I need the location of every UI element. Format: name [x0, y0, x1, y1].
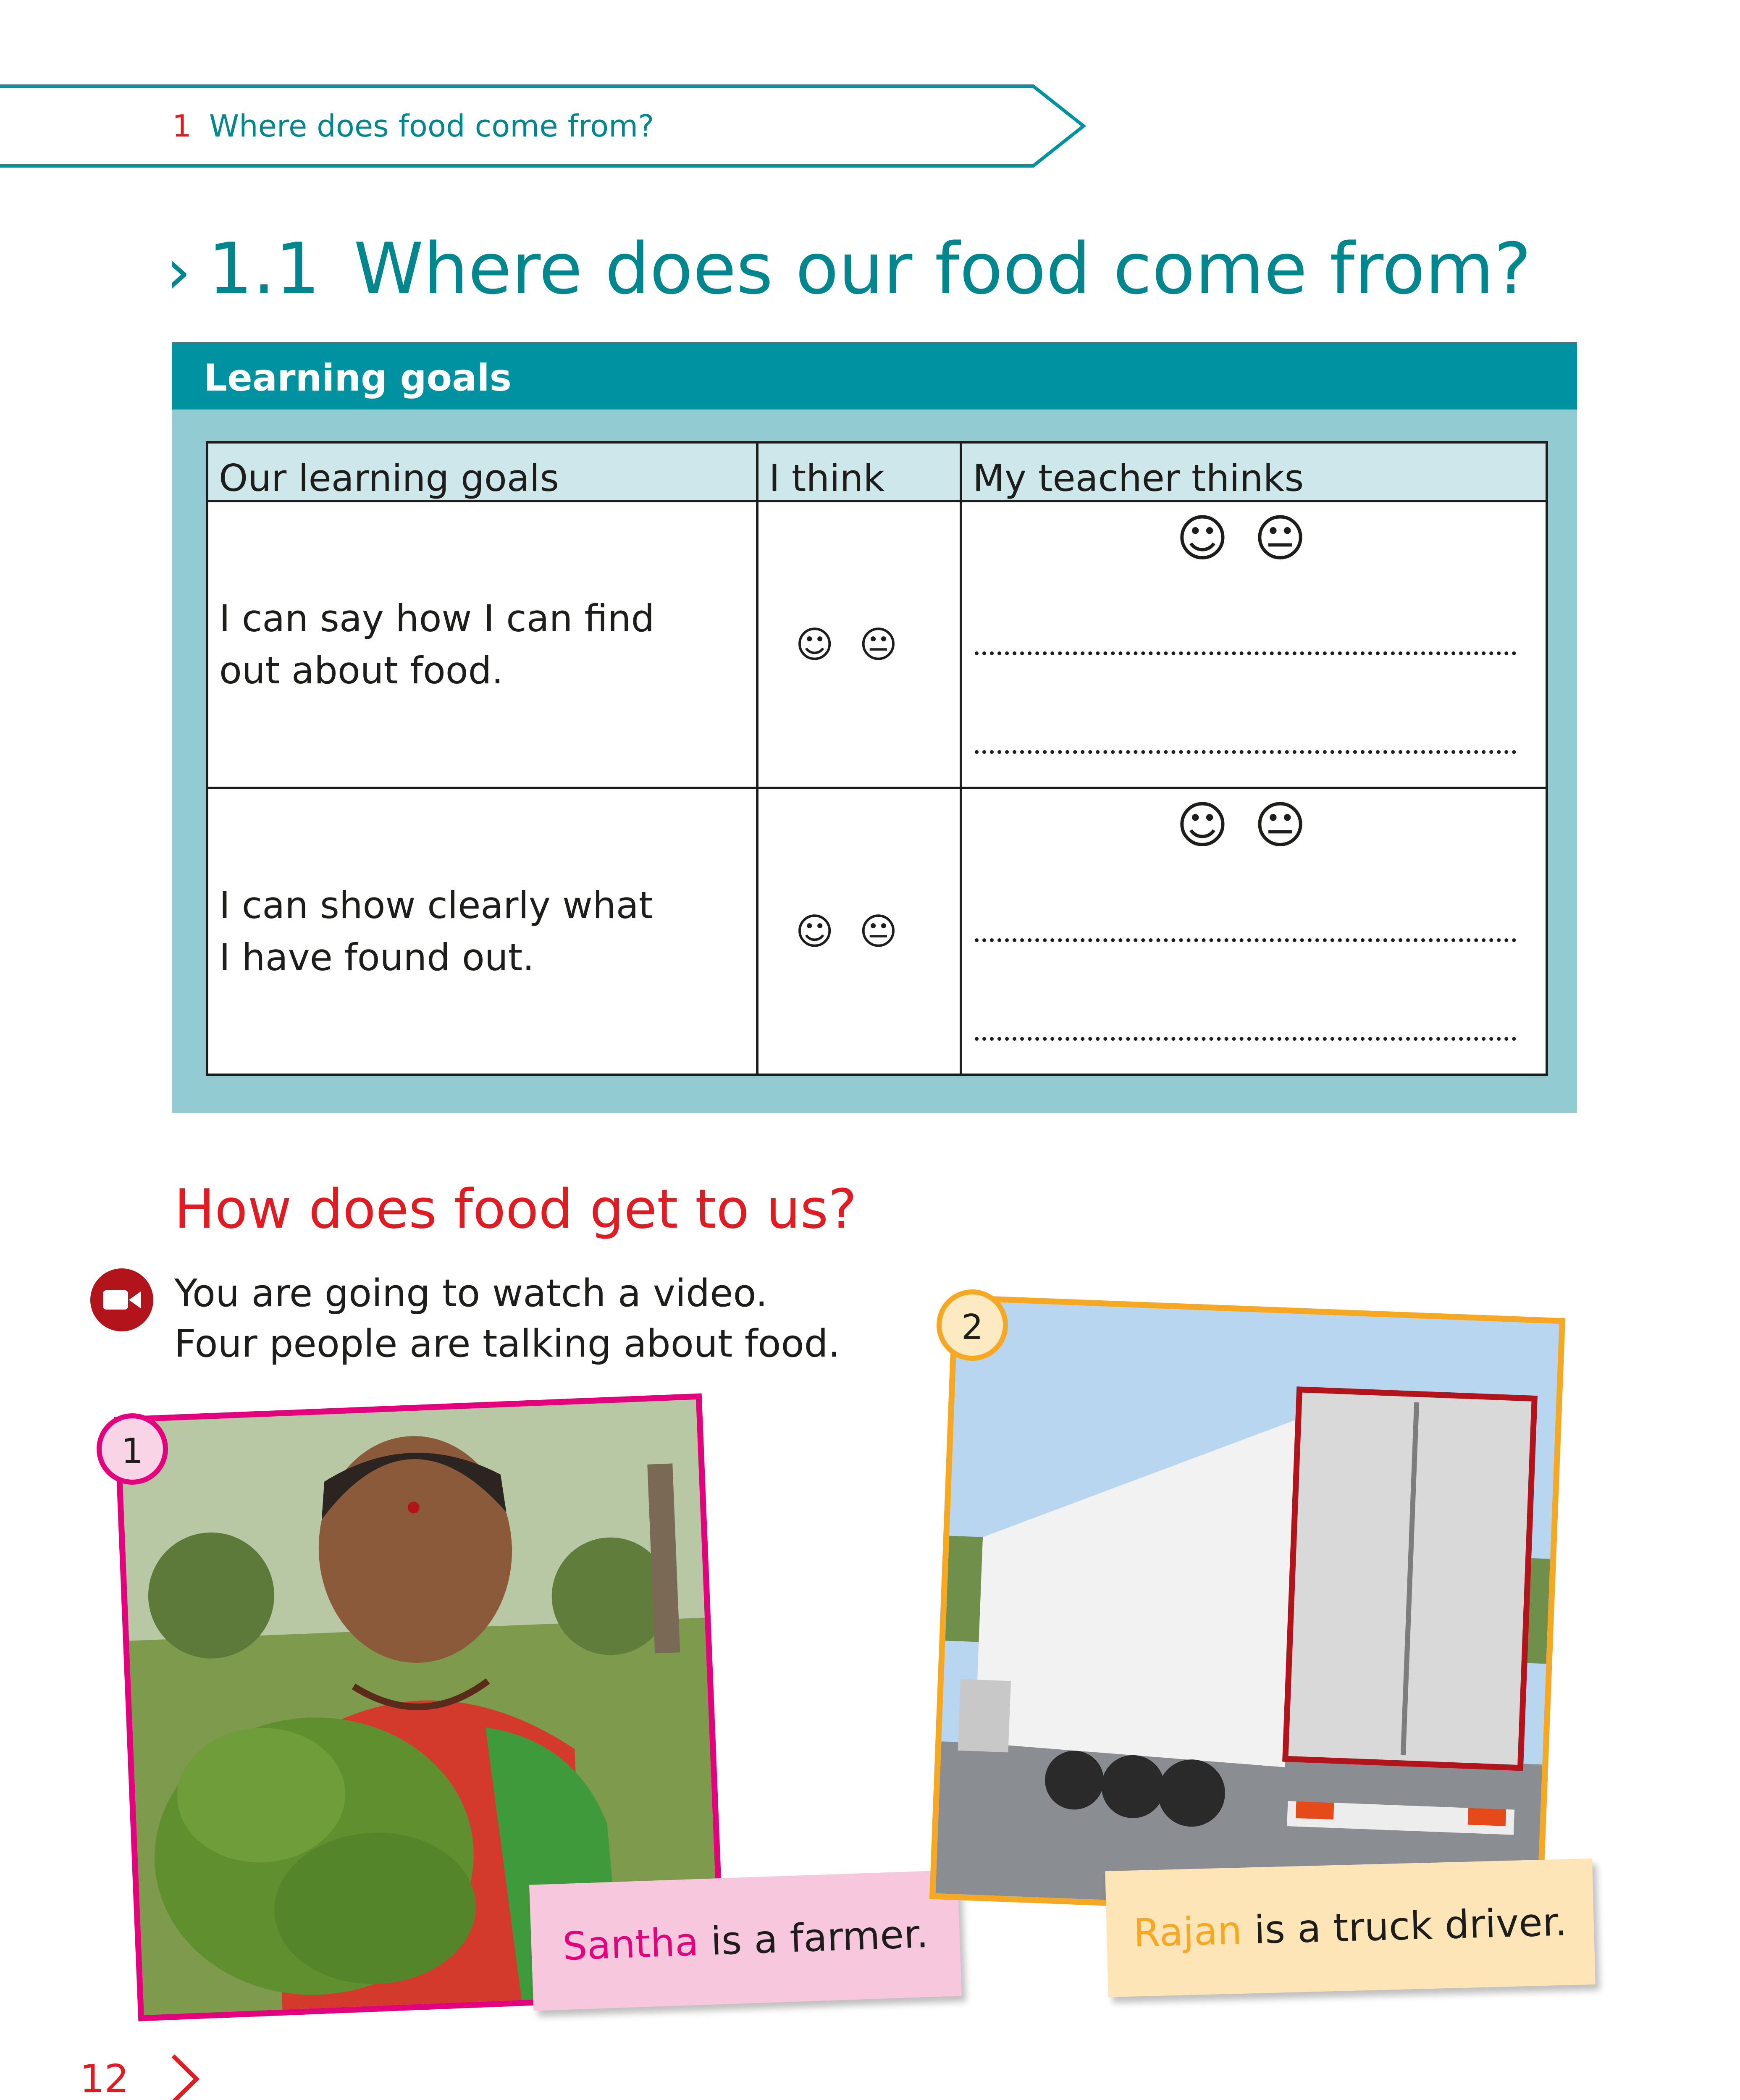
smiley-face-icon[interactable]: ☺ [1176, 796, 1254, 855]
intro-text [174, 1268, 840, 1369]
teacher-assessment-cell [961, 501, 1547, 788]
truck-photo [929, 1295, 1565, 1923]
writing-line[interactable] [975, 750, 1516, 754]
column-header: Our learning goals [207, 442, 757, 501]
writing-line[interactable] [975, 938, 1516, 942]
goal-text-line: I can say how I can find [219, 596, 655, 640]
teacher-faces[interactable] [962, 796, 1546, 855]
table-header-row [207, 442, 1547, 501]
self-assessment-faces[interactable] [757, 501, 961, 788]
table-row [207, 501, 1547, 788]
teacher-assessment-cell [961, 788, 1547, 1075]
breadcrumb [172, 105, 654, 147]
goal-cell [207, 788, 757, 1075]
learning-goals-header: Learning goals [172, 342, 1577, 410]
video-camera-icon [90, 1268, 153, 1331]
chevron-right-icon[interactable] [168, 2052, 202, 2100]
subheading: How does food get to us? [174, 1178, 857, 1241]
photo-number-badge: 1 [97, 1413, 168, 1485]
chapter-title: Where does food come from? [209, 108, 654, 144]
column-header: I think [757, 442, 961, 501]
person-name: Santha [562, 1919, 700, 1969]
farmer-caption [529, 1870, 962, 2011]
smiley-face-icon[interactable]: ☺ [795, 622, 859, 666]
learning-goals-table [206, 441, 1548, 1076]
goal-cell [207, 501, 757, 788]
self-assessment-faces[interactable] [757, 788, 961, 1075]
page-title [166, 223, 1531, 318]
goal-text-line: out about food. [219, 648, 504, 692]
truck-illustration [935, 1301, 1559, 1916]
teacher-faces[interactable] [962, 509, 1546, 568]
neutral-face-icon[interactable]: 😐 [1254, 509, 1332, 568]
page-number: 12 [80, 2056, 129, 2100]
learning-goals-box [172, 342, 1577, 1113]
smiley-face-icon[interactable]: ☺ [1176, 509, 1254, 568]
photo-number-badge: 2 [937, 1289, 1008, 1361]
neutral-face-icon[interactable]: 😐 [859, 622, 923, 666]
column-header: My teacher thinks [961, 442, 1547, 501]
writing-line[interactable] [975, 1037, 1516, 1041]
writing-line[interactable] [975, 651, 1516, 655]
chevron-right-icon: › [166, 235, 191, 308]
caption-text: is a farmer. [698, 1911, 929, 1964]
goal-text-line: I can show clearly what [219, 883, 653, 927]
caption-text: is a truck driver. [1241, 1899, 1568, 1953]
table-row [207, 788, 1547, 1075]
intro-line: You are going to watch a video. [174, 1271, 768, 1315]
section-title: Where does our food come from? [354, 228, 1532, 310]
section-number: 1.1 [208, 228, 320, 310]
truck-caption [1105, 1858, 1595, 1997]
chapter-number: 1 [172, 108, 192, 144]
goal-text-line: I have found out. [219, 935, 535, 979]
neutral-face-icon[interactable]: 😐 [859, 909, 923, 953]
neutral-face-icon[interactable]: 😐 [1254, 796, 1332, 855]
person-name: Rajan [1133, 1908, 1243, 1956]
smiley-face-icon[interactable]: ☺ [795, 909, 859, 953]
intro-line: Four people are talking about food. [174, 1322, 840, 1366]
